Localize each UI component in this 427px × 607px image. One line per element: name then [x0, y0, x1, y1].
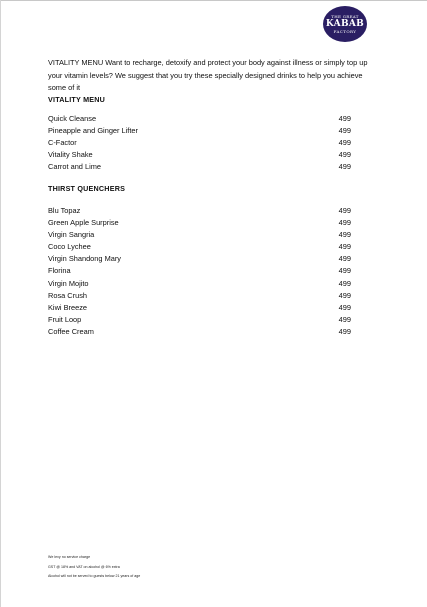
item-price: 499	[338, 278, 351, 288]
menu-item	[48, 137, 351, 149]
item-name: Quick Cleanse	[48, 114, 97, 123]
menu-item	[48, 253, 351, 265]
menu-item	[48, 113, 351, 125]
menu-item	[48, 290, 351, 302]
section-title-thirst-quenchers: THIRST QUENCHERS	[48, 184, 126, 193]
menu-list-vitality	[48, 113, 351, 173]
item-name: Pineapple and Ginger Lifter	[48, 126, 138, 136]
intro-paragraph: VITALITY MENU Want to recharge, detoxify and protect your body against illness or simply top up your vitamin levels? We suggest that you try these specially designed drinks to help you achieve some of it	[48, 58, 368, 92]
item-price: 499	[338, 314, 351, 324]
item-name: Green Apple Surprise	[48, 218, 119, 228]
page-left-edge	[0, 0, 1, 607]
item-price: 499	[338, 290, 351, 300]
menu-item	[48, 161, 351, 173]
item-name: C-Factor	[48, 138, 77, 148]
note-taxes: GST @ 18% and VAT on alcohol @ 6% extra	[48, 564, 120, 569]
item-name: Florina	[48, 266, 71, 276]
menu-item	[48, 241, 351, 253]
logo-line-1: THE GREAT	[331, 13, 359, 19]
menu-item	[48, 217, 351, 229]
section-title-vitality: VITALITY MENU	[48, 95, 106, 104]
menu-item	[48, 205, 351, 217]
item-price: 499	[338, 230, 351, 240]
item-price: 499	[338, 150, 351, 160]
item-price: 499	[338, 254, 351, 264]
item-name: Virgin Mojito	[48, 278, 89, 288]
note-service-charge: We levy no service charge	[48, 555, 91, 559]
item-name: Coffee Cream	[48, 326, 94, 336]
logo-line-2: KABAB	[325, 18, 365, 29]
item-name: Carrot and Lime	[48, 162, 101, 172]
brand-logo	[323, 6, 367, 42]
menu-item	[48, 125, 351, 137]
item-price: 499	[338, 206, 351, 215]
menu-item	[48, 229, 351, 241]
footer-notes	[48, 553, 140, 582]
menu-list-thirst-quenchers	[48, 205, 351, 338]
menu-item	[48, 302, 351, 314]
item-name: Virgin Sangria	[48, 230, 95, 240]
logo-line-3: FACTORY	[333, 28, 357, 34]
menu-item	[48, 149, 351, 161]
item-name: Blu Topaz	[48, 206, 81, 215]
item-price: 499	[338, 126, 351, 136]
item-name: Kiwi Breeze	[48, 302, 88, 312]
item-name: Fruit Loop	[48, 314, 82, 324]
item-name: Coco Lychee	[48, 242, 91, 252]
menu-item	[48, 278, 351, 290]
menu-item	[48, 314, 351, 326]
item-name: Vitality Shake	[48, 150, 93, 160]
item-price: 499	[338, 218, 351, 228]
item-price: 499	[338, 326, 351, 336]
menu-item	[48, 326, 351, 338]
item-name: Virgin Shandong Mary	[48, 254, 121, 264]
item-price: 499	[338, 114, 351, 123]
menu-item	[48, 265, 351, 277]
page-top-edge	[0, 0, 427, 1]
item-price: 499	[338, 266, 351, 276]
item-price: 499	[338, 138, 351, 148]
item-price: 499	[338, 162, 351, 172]
item-price: 499	[338, 302, 351, 312]
note-alcohol-age: Alcohol will not be served to guests below 21 years of age	[48, 574, 141, 578]
item-price: 499	[338, 242, 351, 252]
item-name: Rosa Crush	[48, 290, 88, 300]
